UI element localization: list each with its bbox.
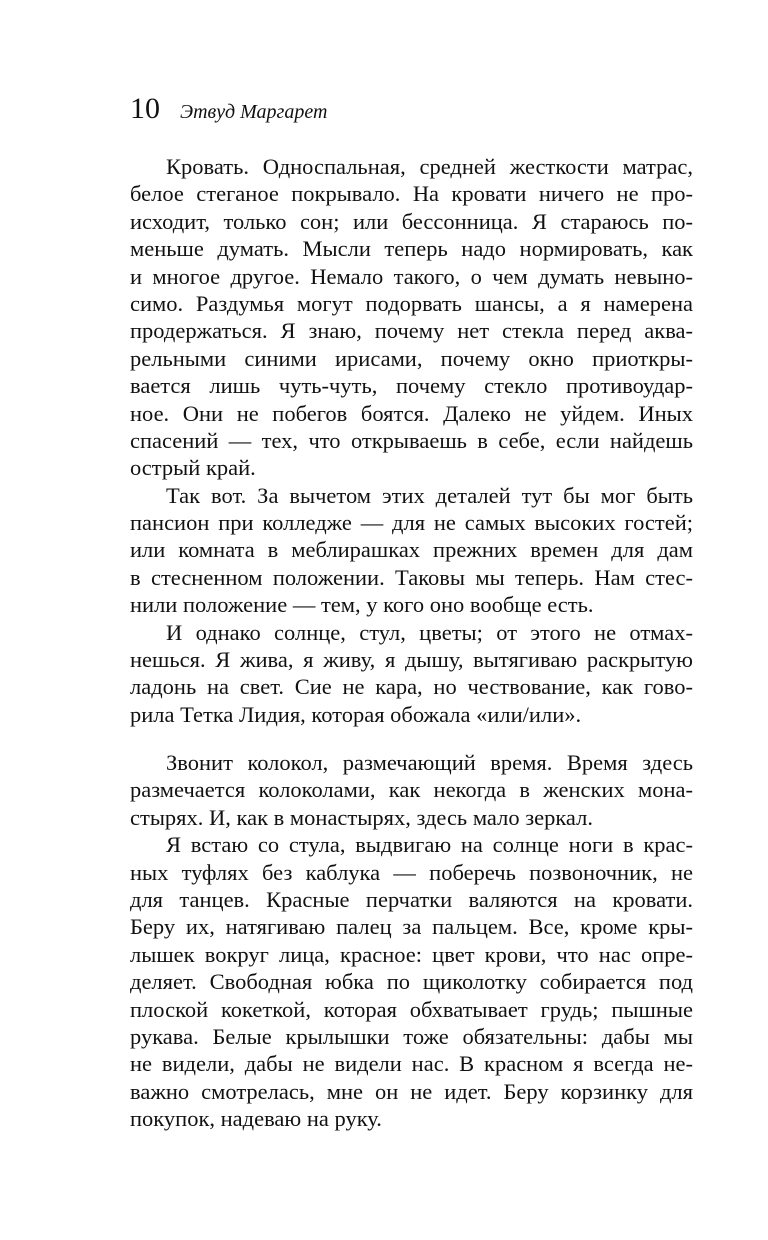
text-line: рила Тетка Лидия, которая обожала «или/или». [130,701,582,727]
text-line: покупок, надеваю на руку. [130,1106,382,1132]
text-line: лышек вокруг лица, красное: цвет крови, что нас опре- [130,941,693,967]
text-line: продержаться. Я знаю, почему нет стекла перед аква- [130,318,693,344]
text-block-1 [130,153,693,728]
text-line: плоской кокеткой, которая обхватывает грудь; пышные [130,996,693,1022]
text-line: стырях. И, как в монастырях, здесь мало зеркал. [130,804,593,830]
text-block-2 [130,749,693,1132]
text-line: рельными синими ирисами, почему окно приоткры- [130,345,693,371]
text-line: ладонь на свет. Сие не кара, но чествование, как гово- [130,674,693,700]
paragraph [130,153,693,482]
text-line: пансион при колледже — для не самых высоких гостей; [130,510,693,536]
text-line: и многое другое. Немало такого, о чем думать невыно- [130,263,693,289]
text-line: острый край. [130,455,256,481]
text-line: ных туфлях без каблука — поберечь позвоночник, не [130,859,693,885]
text-line: Беру их, натягиваю палец за пальцем. Все, кроме кры- [130,914,693,940]
text-line: рукава. Белые крылышки тоже обязательны: дабы мы [130,1023,693,1049]
text-line: для танцев. Красные перчатки валяются на кровати. [130,886,693,912]
text-line: важно смотрелась, мне он не идет. Беру корзинку для [130,1078,693,1104]
text-line: размечается колоколами, как некогда в женских мона- [130,777,693,803]
running-head: Этвуд Маргарет [180,101,328,123]
paragraph [130,749,693,831]
text-line: нешься. Я жива, я живу, я дышу, вытягиваю раскрытую [130,647,693,673]
text-line: спасений — тех, что открываешь в себе, если найдешь [130,427,693,453]
text-line: в стесненном положении. Таковы мы теперь. Нам стес- [130,564,693,590]
text-line: или комната в меблирашках прежних времен для дам [130,537,693,563]
text-line: симо. Раздумья могут подорвать шансы, а я намерена [130,290,693,316]
text-line: исходит, только сон; или бессонница. Я стараюсь по- [130,208,693,234]
text-line: меньше думать. Мысли теперь надо нормировать, как [130,236,693,262]
text-line: И однако солнце, стул, цветы; от этого не отмах- [166,619,693,645]
text-line: Так вот. За вычетом этих деталей тут бы мог быть [166,482,693,508]
paragraph [130,619,693,729]
text-line: Звонит колокол, размечающий время. Время здесь [166,750,693,775]
text-line: Кровать. Односпальная, средней жесткости матрас, [166,154,693,179]
text-line: ное. Они не побегов боятся. Далеко не уйдем. Иных [130,400,693,426]
text-line: не видели, дабы не видели нас. В красном я всегда не- [130,1051,693,1077]
text-line: деляет. Свободная юбка по щиколотку собирается под [130,969,693,995]
text-line: нили положение — тем, у кого оно вообще есть. [130,592,594,618]
text-line: вается лишь чуть-чуть, почему стекло противоудар- [130,373,693,399]
page-header [130,94,327,124]
page-number: 10 [130,92,160,125]
paragraph [130,831,693,1132]
paragraph [130,482,693,619]
text-line: белое стеганое покрывало. На кровати ничего не про- [130,181,693,207]
text-line: Я встаю со стула, выдвигаю на солнце ноги в крас- [166,832,693,858]
